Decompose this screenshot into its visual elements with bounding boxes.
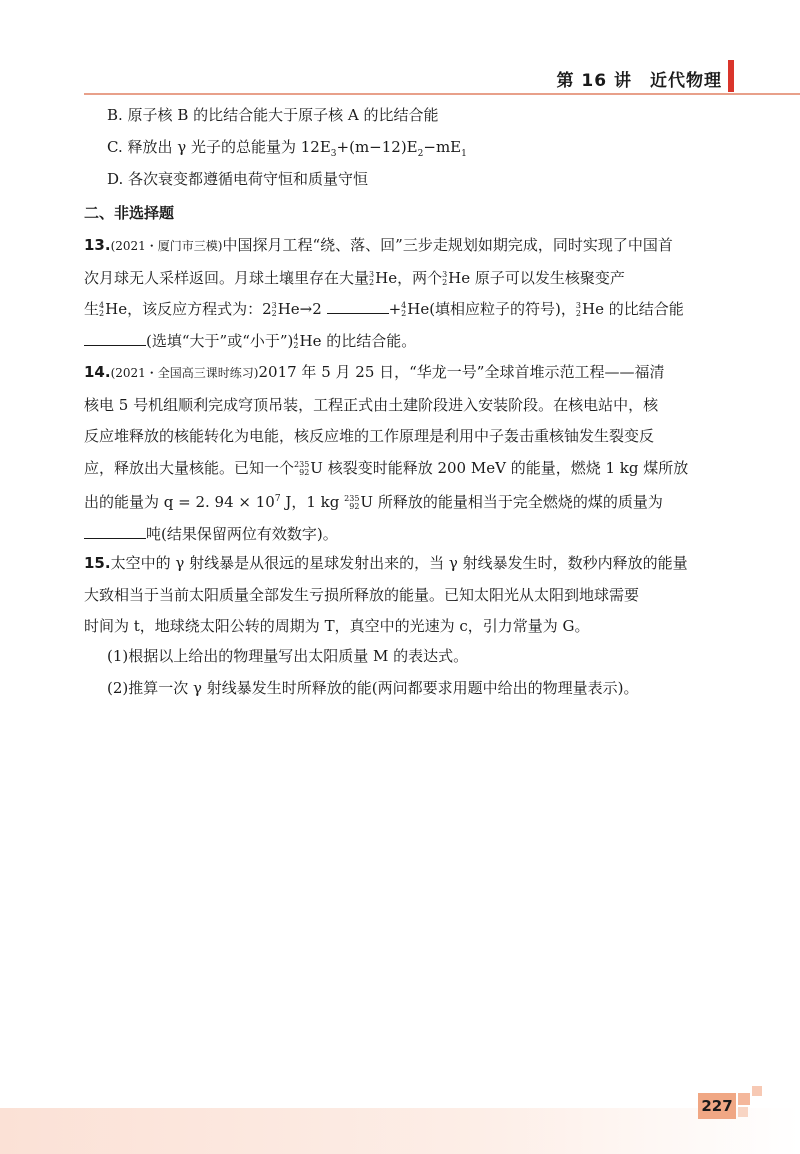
page-number: 227 [698,1093,736,1119]
option-d: D. 各次衰变都遵循电荷守恒和质量守恒 [107,170,369,188]
header-accent-bar [728,60,734,92]
chapter-title: 第 16 讲 近代物理 [556,71,722,91]
decorative-square [738,1107,748,1117]
question-15-part-2: (2)推算一次 γ 射线暴发生时所释放的能(两问都要求用题中给出的物理量表示)。 [107,679,639,697]
question-number: 14. [84,363,111,381]
header-rule [84,93,800,95]
question-15-part-1: (1)根据以上给出的物理量写出太阳质量 M 的表达式。 [107,647,469,665]
question-15: 15.太空中的 γ 射线暴是从很远的星球发射出来的，当 γ 射线暴发生时，数秒内释放的能量 大致相当于当前太阳质量全部发生亏损所释放的能量。已知太阳光从太阳到地球需要 时间为 t，地球绕太阳公转的周期为 T，真空中的光速为 c，引力常量为 G。 [84,554,688,635]
question-13: 13.(2021・厦门市三模)中国探月工程“绕、落、回”三步走规划如期完成，同时实现了中国首 次月球无人采样返回。月球土壤里存在大量 3 2 He，两个 3 2 He 原子可以发生核聚变产 生 4 2 He，该反应方程式为：2 3 2 He→2 + 4 2 He(填相应粒子的符号)， 3 2 He 的比结合能 (选填“大于”或“小于”) 4 2 He 的比结合能。 [84,236,684,350]
page-footer [0,1108,800,1154]
decorative-square [752,1086,762,1096]
question-number: 15. [84,554,111,572]
page-header [0,0,800,100]
answer-blank[interactable] [84,522,146,539]
option-b: B. 原子核 B 的比结合能大于原子核 A 的比结合能 [107,106,439,124]
decorative-square [738,1093,750,1105]
answer-blank[interactable] [327,297,389,314]
question-14: 14.(2021・全国高三课时练习)2017 年 5 月 25 日，“华龙一号”全球首堆示范工程——福清 核电 5 号机组顺利完成穹顶吊装，工程正式由土建阶段进入安装阶段。在核电站中，核 反应堆释放的核能转化为电能，核反应堆的工作原理是利用中子轰击重核铀发生裂变反 应，释放出大量核能。已知一个 235 92 U 核裂变时能释放 200 MeV 的能量，燃烧 1 kg 煤所放 出的能量为 q = 2. $94 \times 10^7$ J，1 kg 235 92 U 所释放的能量相当于完全燃烧的煤的质量为 吨(结果保留两位有效数字)。 [84,363,689,543]
option-c: C. 释放出 γ 光子的总能量为 $12E_3+(m-12)E_2-mE_1$ [107,138,467,159]
question-number: 13. [84,236,111,254]
answer-blank[interactable] [84,329,146,346]
section-title: 二、非选择题 [84,204,175,222]
